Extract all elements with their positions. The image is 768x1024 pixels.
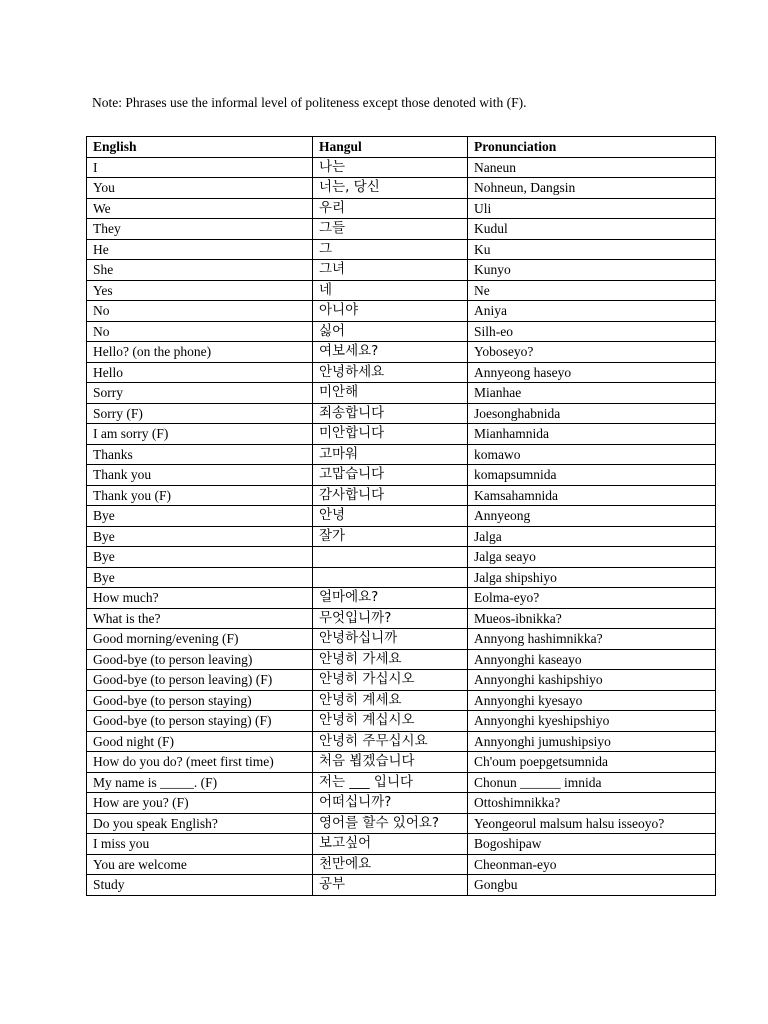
english-cell: Study	[87, 875, 313, 896]
table-header-row	[87, 137, 716, 158]
english-cell: Good morning/evening (F)	[87, 629, 313, 650]
hangul-cell: 안녕	[313, 506, 468, 527]
english-cell: Thank you	[87, 465, 313, 486]
english-cell: My name is _____. (F)	[87, 772, 313, 793]
table-row	[87, 383, 716, 404]
pronunciation-cell: Joesonghabnida	[468, 403, 716, 424]
table-row	[87, 752, 716, 773]
hangul-cell: 나는	[313, 157, 468, 178]
pronunciation-cell: Uli	[468, 198, 716, 219]
english-cell: I	[87, 157, 313, 178]
table-row	[87, 444, 716, 465]
english-cell: We	[87, 198, 313, 219]
english-cell: She	[87, 260, 313, 281]
table-row	[87, 608, 716, 629]
hangul-cell: 안녕히 주무십시요	[313, 731, 468, 752]
table-body	[87, 157, 716, 895]
hangul-cell: 죄송합니다	[313, 403, 468, 424]
hangul-cell	[313, 567, 468, 588]
pronunciation-cell: Ottoshimnikka?	[468, 793, 716, 814]
pronunciation-cell: Aniya	[468, 301, 716, 322]
hangul-cell: 미안해	[313, 383, 468, 404]
english-cell: Thanks	[87, 444, 313, 465]
hangul-cell: 우리	[313, 198, 468, 219]
english-cell: Good night (F)	[87, 731, 313, 752]
english-cell: Yes	[87, 280, 313, 301]
english-cell: Hello? (on the phone)	[87, 342, 313, 363]
english-cell: He	[87, 239, 313, 260]
table-row	[87, 342, 716, 363]
hangul-cell: 천만에요	[313, 854, 468, 875]
table-row	[87, 875, 716, 896]
pronunciation-cell: Yoboseyo?	[468, 342, 716, 363]
pronunciation-cell: Chonun ______ imnida	[468, 772, 716, 793]
english-cell: Hello	[87, 362, 313, 383]
table-row	[87, 219, 716, 240]
english-cell: Bye	[87, 567, 313, 588]
pronunciation-cell: Silh-eo	[468, 321, 716, 342]
pronunciation-cell: Eolma-eyo?	[468, 588, 716, 609]
table-row	[87, 403, 716, 424]
hangul-cell: 안녕히 가십시오	[313, 670, 468, 691]
header-hangul: Hangul	[313, 137, 468, 158]
table-row	[87, 178, 716, 199]
pronunciation-cell: komapsumnida	[468, 465, 716, 486]
hangul-cell: 아니야	[313, 301, 468, 322]
table-row	[87, 506, 716, 527]
english-cell: How are you? (F)	[87, 793, 313, 814]
table-row	[87, 772, 716, 793]
english-cell: No	[87, 301, 313, 322]
hangul-cell: 안녕히 계세요	[313, 690, 468, 711]
pronunciation-cell: Mianhae	[468, 383, 716, 404]
pronunciation-cell: Kamsahamnida	[468, 485, 716, 506]
hangul-cell: 고맙습니다	[313, 465, 468, 486]
english-cell: Good-bye (to person leaving) (F)	[87, 670, 313, 691]
hangul-cell: 무엇입니까?	[313, 608, 468, 629]
hangul-cell: 영어를 할수 있어요?	[313, 813, 468, 834]
table-row	[87, 465, 716, 486]
hangul-cell: 안녕하십니까	[313, 629, 468, 650]
pronunciation-cell: komawo	[468, 444, 716, 465]
header-pronunciation: Pronunciation	[468, 137, 716, 158]
pronunciation-cell: Annyonghi jumushipsiyo	[468, 731, 716, 752]
english-cell: You are welcome	[87, 854, 313, 875]
english-cell: You	[87, 178, 313, 199]
hangul-cell: 너는, 당신	[313, 178, 468, 199]
pronunciation-cell: Nohneun, Dangsin	[468, 178, 716, 199]
pronunciation-cell: Mianhamnida	[468, 424, 716, 445]
english-cell: How much?	[87, 588, 313, 609]
table-row	[87, 649, 716, 670]
pronunciation-cell: Annyeong	[468, 506, 716, 527]
table-row	[87, 424, 716, 445]
hangul-cell: 그들	[313, 219, 468, 240]
pronunciation-cell: Mueos-ibnikka?	[468, 608, 716, 629]
hangul-cell: 감사합니다	[313, 485, 468, 506]
hangul-cell: 안녕히 계십시오	[313, 711, 468, 732]
english-cell: They	[87, 219, 313, 240]
table-row	[87, 260, 716, 281]
pronunciation-cell: Jalga seayo	[468, 547, 716, 568]
hangul-cell	[313, 547, 468, 568]
politeness-note: Note: Phrases use the informal level of politeness except those denoted with (F).	[92, 95, 527, 110]
pronunciation-cell: Annyong hashimnikka?	[468, 629, 716, 650]
hangul-cell: 그	[313, 239, 468, 260]
english-cell: Do you speak English?	[87, 813, 313, 834]
hangul-cell: 잘가	[313, 526, 468, 547]
table-row	[87, 834, 716, 855]
table-row	[87, 485, 716, 506]
table-row	[87, 321, 716, 342]
english-cell: Good-bye (to person staying) (F)	[87, 711, 313, 732]
pronunciation-cell: Annyonghi kyesayo	[468, 690, 716, 711]
hangul-cell: 여보세요?	[313, 342, 468, 363]
table-row	[87, 588, 716, 609]
hangul-cell: 고마워	[313, 444, 468, 465]
english-cell: I miss you	[87, 834, 313, 855]
table-row	[87, 239, 716, 260]
hangul-cell: 저는 ___ 입니다	[313, 772, 468, 793]
table-row	[87, 567, 716, 588]
pronunciation-cell: Cheonman-eyo	[468, 854, 716, 875]
pronunciation-cell: Ch'oum poepgetsumnida	[468, 752, 716, 773]
pronunciation-cell: Gongbu	[468, 875, 716, 896]
english-cell: Bye	[87, 547, 313, 568]
english-cell: Good-bye (to person leaving)	[87, 649, 313, 670]
pronunciation-cell: Annyonghi kaseayo	[468, 649, 716, 670]
pronunciation-cell: Annyonghi kyeshipshiyo	[468, 711, 716, 732]
table-row	[87, 793, 716, 814]
table-row	[87, 280, 716, 301]
english-cell: Sorry	[87, 383, 313, 404]
hangul-cell: 네	[313, 280, 468, 301]
hangul-cell: 안녕하세요	[313, 362, 468, 383]
english-cell: What is the?	[87, 608, 313, 629]
table-row	[87, 526, 716, 547]
table-row	[87, 670, 716, 691]
hangul-cell: 싫어	[313, 321, 468, 342]
table-row	[87, 157, 716, 178]
pronunciation-cell: Annyeong haseyo	[468, 362, 716, 383]
header-english: English	[87, 137, 313, 158]
english-cell: How do you do? (meet first time)	[87, 752, 313, 773]
pronunciation-cell: Yeongeorul malsum halsu isseoyo?	[468, 813, 716, 834]
table-row	[87, 301, 716, 322]
hangul-cell: 안녕히 가세요	[313, 649, 468, 670]
hangul-cell: 어떠십니까?	[313, 793, 468, 814]
hangul-cell: 미안합니다	[313, 424, 468, 445]
pronunciation-cell: Jalga	[468, 526, 716, 547]
pronunciation-cell: Jalga shipshiyo	[468, 567, 716, 588]
pronunciation-cell: Kunyo	[468, 260, 716, 281]
pronunciation-cell: Kudul	[468, 219, 716, 240]
hangul-cell: 처음 뵙겠습니다	[313, 752, 468, 773]
english-cell: No	[87, 321, 313, 342]
table-row	[87, 854, 716, 875]
table-row	[87, 813, 716, 834]
pronunciation-cell: Ne	[468, 280, 716, 301]
english-cell: I am sorry (F)	[87, 424, 313, 445]
table-row	[87, 547, 716, 568]
table-row	[87, 711, 716, 732]
hangul-cell: 보고싶어	[313, 834, 468, 855]
phrase-table	[86, 136, 716, 896]
english-cell: Bye	[87, 526, 313, 547]
table-row	[87, 690, 716, 711]
table-row	[87, 198, 716, 219]
table-row	[87, 629, 716, 650]
english-cell: Good-bye (to person staying)	[87, 690, 313, 711]
table-row	[87, 731, 716, 752]
table-row	[87, 362, 716, 383]
english-cell: Bye	[87, 506, 313, 527]
pronunciation-cell: Bogoshipaw	[468, 834, 716, 855]
pronunciation-cell: Annyonghi kashipshiyo	[468, 670, 716, 691]
english-cell: Sorry (F)	[87, 403, 313, 424]
hangul-cell: 그녀	[313, 260, 468, 281]
hangul-cell: 얼마에요?	[313, 588, 468, 609]
pronunciation-cell: Ku	[468, 239, 716, 260]
english-cell: Thank you (F)	[87, 485, 313, 506]
hangul-cell: 공부	[313, 875, 468, 896]
pronunciation-cell: Naneun	[468, 157, 716, 178]
